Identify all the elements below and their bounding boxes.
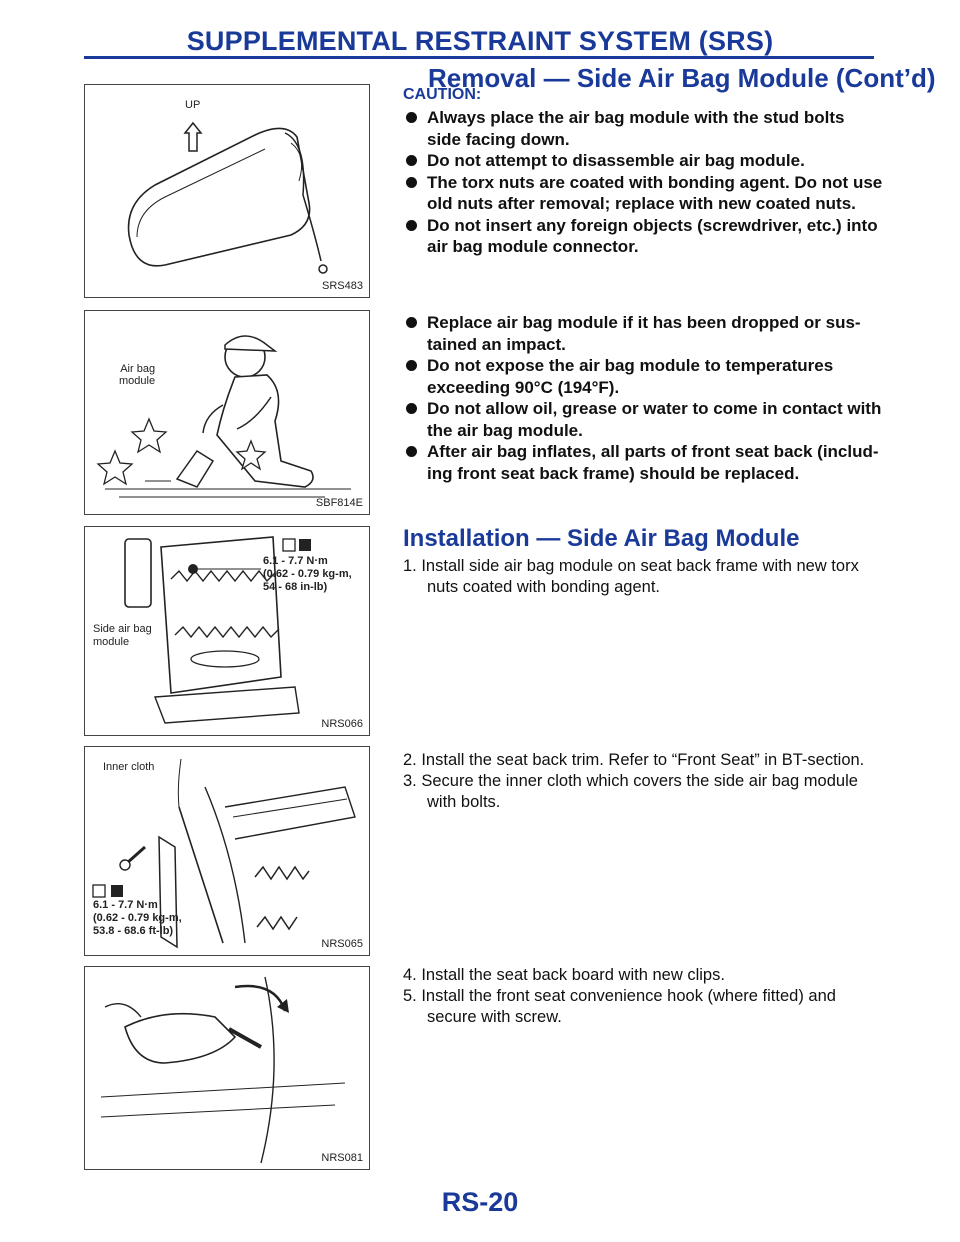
inner-cloth-label: Inner cloth (103, 761, 155, 773)
convenience-hook-illustration (85, 967, 371, 1171)
header-rule (84, 56, 874, 59)
figure-id: SRS483 (322, 280, 363, 292)
figure-id: NRS066 (321, 718, 363, 730)
list-item: Do not allow oil, grease or water to come in contact with the air bag module. (403, 398, 883, 441)
torque-wrench-icon (283, 539, 295, 551)
list-item: After air bag inflates, all parts of front seat back (includ- ing front seat back frame) should be replaced. (403, 441, 883, 484)
torque-wrench-icon (93, 885, 105, 897)
bullet-icon (406, 220, 417, 231)
dropped-air-bag-illustration (85, 311, 371, 516)
bolt-icon (299, 539, 311, 551)
list-item: Replace air bag module if it has been dropped or sus- tained an impact. (403, 312, 883, 355)
figure-sbf814e (84, 310, 370, 515)
warning-list (403, 312, 883, 484)
bullet-icon (406, 177, 417, 188)
bullet-icon (406, 360, 417, 371)
step-item: 4. Install the seat back board with new clips. (403, 966, 725, 984)
figure-nrs081 (84, 966, 370, 1170)
torque-spec-label: 6.1 - 7.7 N·m (0.62 - 0.79 kg-m, 53.8 - 68.6 ft-lb) (93, 899, 182, 937)
step-list-3 (403, 965, 883, 1028)
figure-id: NRS081 (321, 1152, 363, 1164)
figure-srs483 (84, 84, 370, 298)
torque-spec-label: 6.1 - 7.7 N·m (0.62 - 0.79 kg-m, 54 - 68 in-lb) (263, 555, 352, 593)
up-label: UP (185, 99, 201, 111)
bullet-icon (406, 155, 417, 166)
bullet-icon (406, 446, 417, 457)
bolt-icon (111, 885, 123, 897)
step-item: 2. Install the seat back trim. Refer to “Front Seat” in BT-section. (403, 751, 865, 769)
step-item: 1. Install side air bag module on seat back frame with new torx nuts coated with bonding agent. (403, 557, 859, 596)
bullet-icon (406, 317, 417, 328)
step-list-2 (403, 750, 883, 813)
step-item: 5. Install the front seat convenience hook (where fitted) and secure with screw. (403, 987, 836, 1026)
caution-list (403, 107, 883, 258)
list-item: Do not expose the air bag module to temperatures exceeding 90°C (194°F). (403, 355, 883, 398)
step-item: 3. Secure the inner cloth which covers the side air bag module with bolts. (403, 772, 858, 811)
side-air-bag-module-label: Side air bag module (93, 623, 152, 648)
air-bag-module-label: Air bag module (119, 363, 156, 387)
figure-id: NRS065 (321, 938, 363, 950)
figure-id: SBF814E (315, 497, 363, 509)
caution-label: CAUTION: (403, 86, 482, 103)
air-bag-module-illustration (85, 85, 371, 299)
bullet-icon (406, 112, 417, 123)
list-item: Do not attempt to disassemble air bag module. (403, 150, 883, 172)
list-item: The torx nuts are coated with bonding agent. Do not use old nuts after removal; replace with new coated nuts. (403, 172, 883, 215)
bullet-icon (406, 403, 417, 414)
star-icon (132, 419, 166, 452)
page-header-title: SUPPLEMENTAL RESTRAINT SYSTEM (SRS) (186, 26, 774, 56)
step-list-1 (403, 556, 883, 598)
installation-title: Installation — Side Air Bag Module (403, 525, 800, 552)
star-icon (98, 451, 132, 484)
list-item: Do not insert any foreign objects (screwdriver, etc.) into air bag module connector. (403, 215, 883, 258)
page-number: RS-20 (441, 1187, 519, 1217)
figure-nrs066 (84, 526, 370, 736)
up-arrow-icon (185, 123, 201, 151)
section-title: Removal — Side Air Bag Module (Cont’d) (428, 63, 936, 93)
list-item: Always place the air bag module with the stud bolts side facing down. (403, 107, 883, 150)
figure-nrs065 (84, 746, 370, 956)
